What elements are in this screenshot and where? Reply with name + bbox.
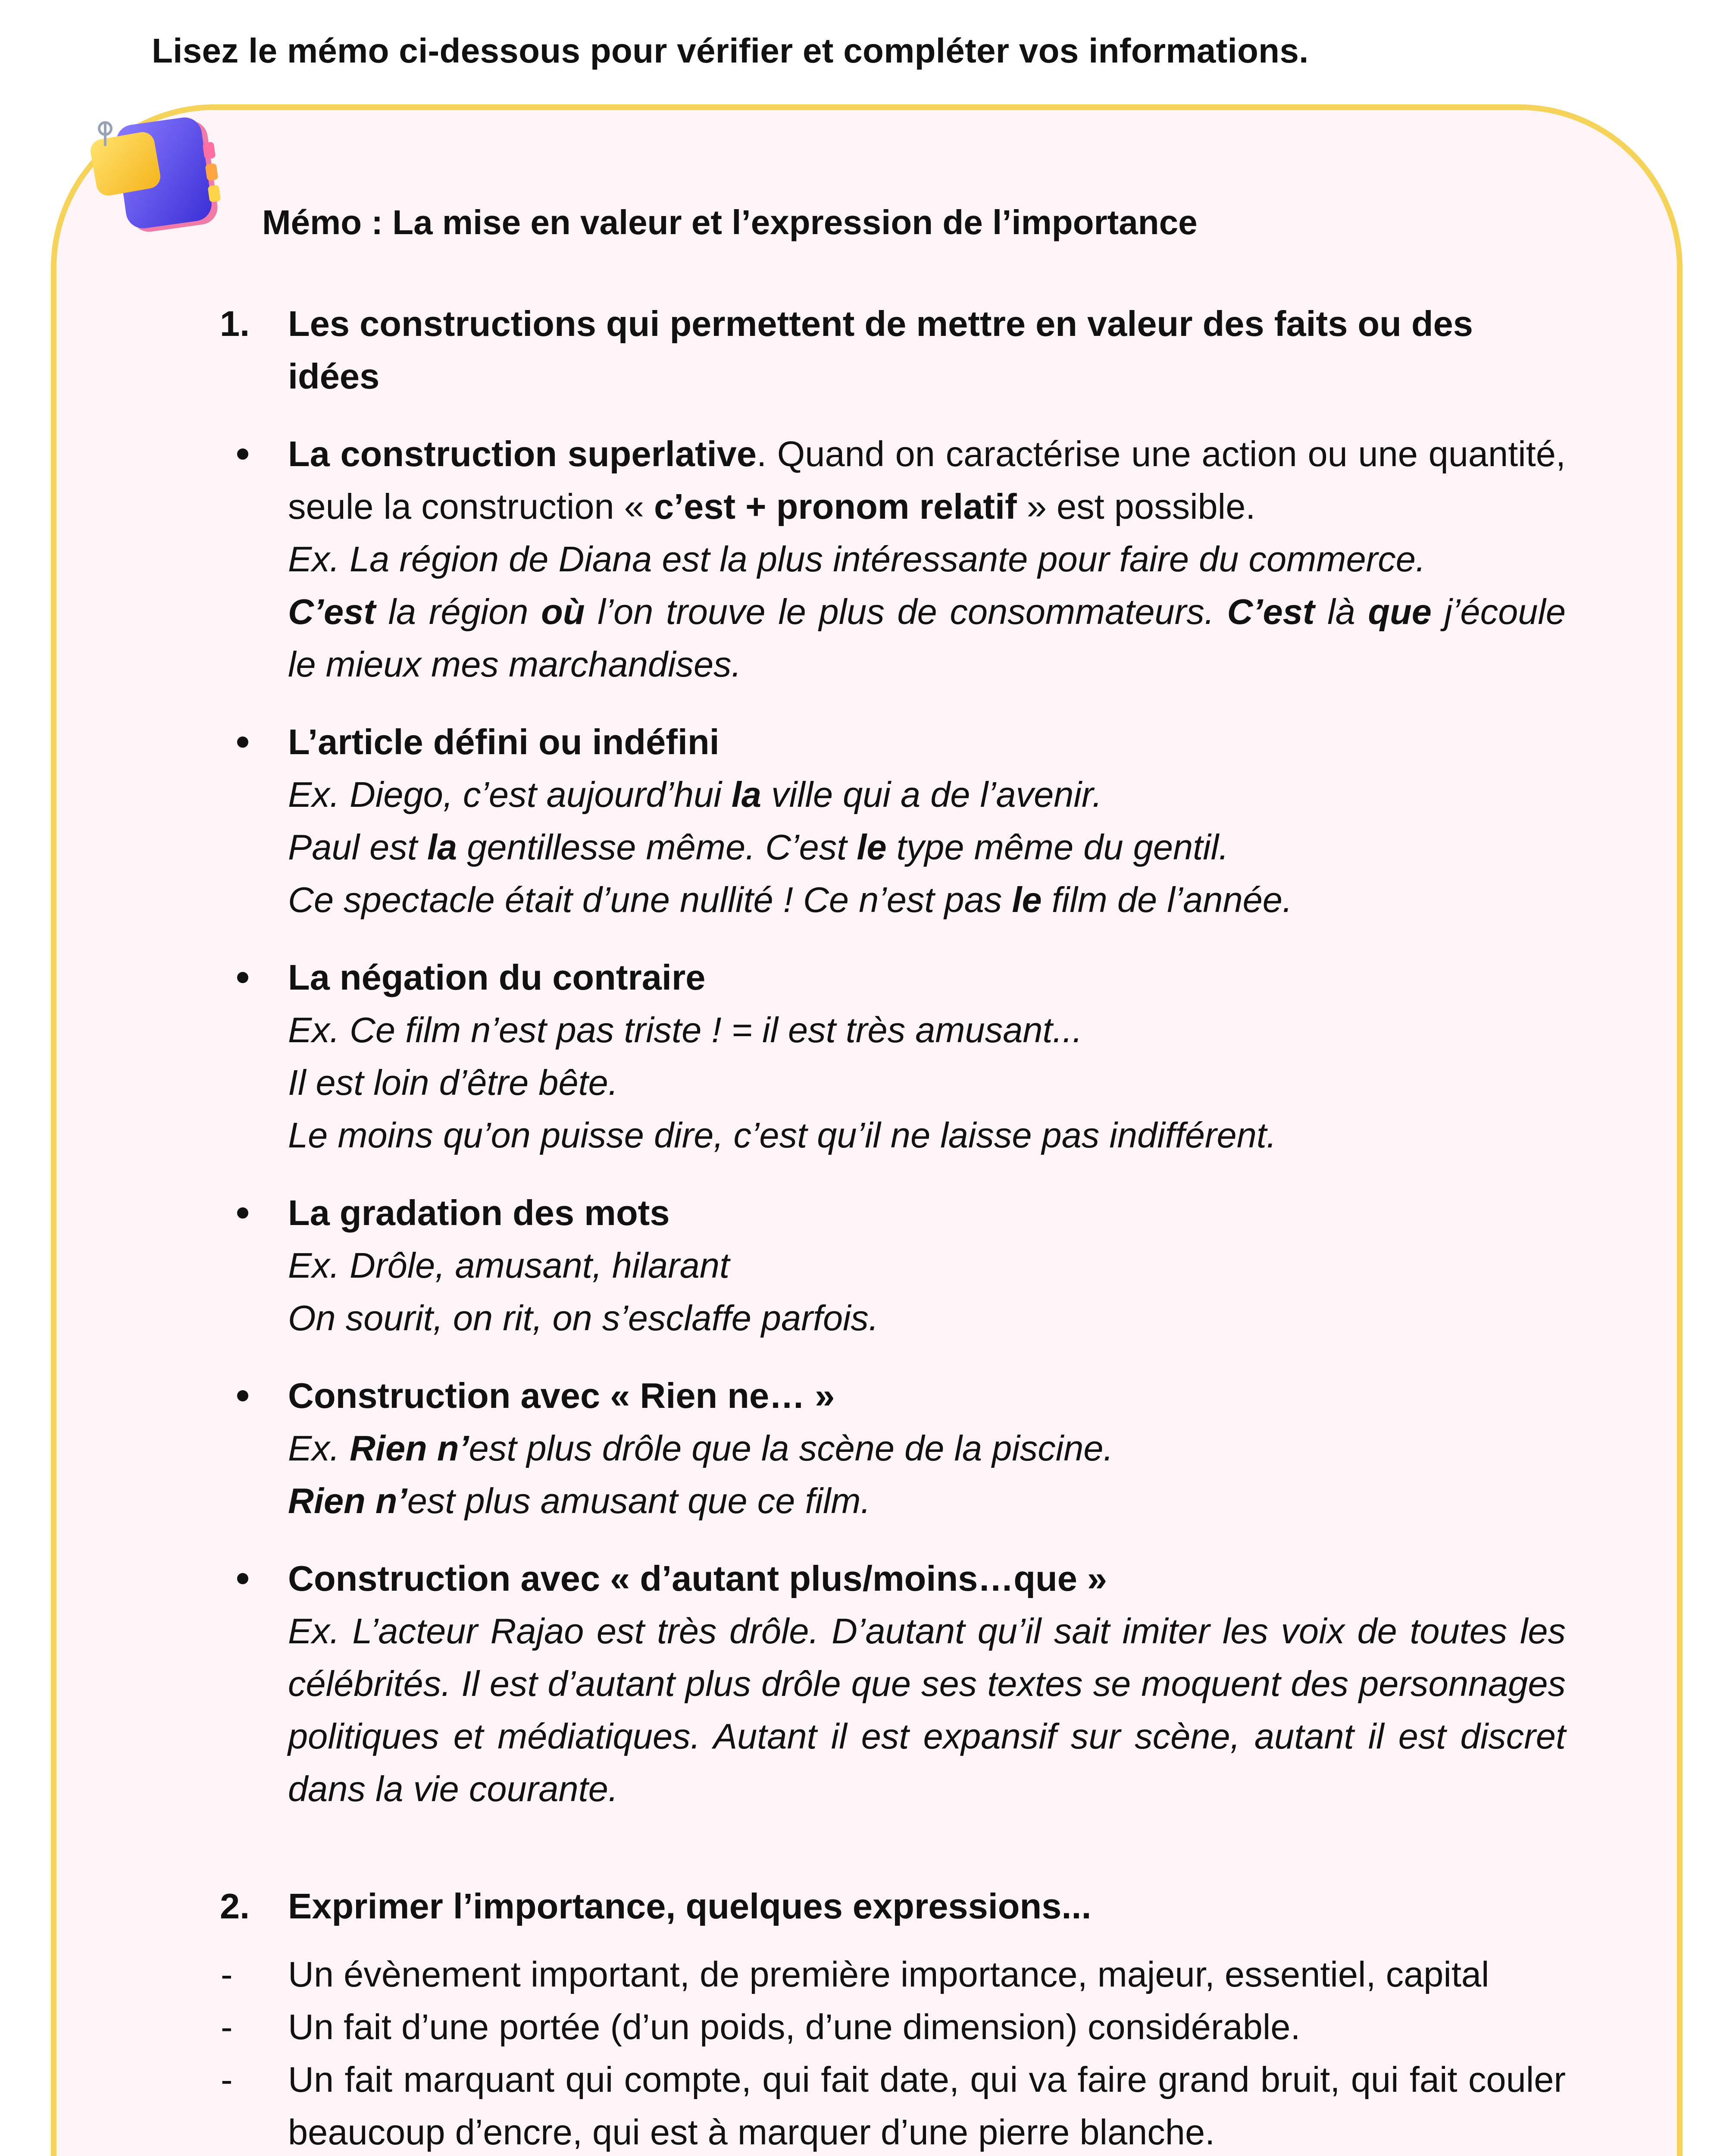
bullet-gradation (216, 1187, 1566, 1344)
gradation-example-1: Ex. Drôle, amusant, hilarant (288, 1245, 730, 1285)
rien-l1-a: Ex. (288, 1428, 350, 1468)
section-1-number: 1. (220, 304, 250, 344)
expression-text: Un fait d’une portée (d’un poids, d’une dimension) considérable. (288, 2007, 1301, 2047)
bullet-article-head: L’article défini ou indéfini (288, 722, 719, 762)
bullet-article (216, 716, 1566, 926)
art-l3-b: le (1012, 880, 1042, 920)
article-example-2 (288, 827, 1229, 867)
bullet-rien-ne (216, 1369, 1566, 1527)
dash-marker: - (221, 2007, 233, 2047)
superlative-text-bold: c’est + pronom relatif (654, 486, 1017, 526)
article-example-3 (288, 880, 1292, 920)
art-l2-d: le (857, 827, 887, 867)
art-l1-b: la (731, 774, 762, 815)
ex2-b1: C’est (288, 592, 375, 632)
bullet-dot-icon (237, 1390, 248, 1401)
art-l2-c: gentillesse même. C’est (457, 827, 857, 867)
ex2-t4: j’écoule le mieux mes marchandises. (288, 592, 1566, 684)
superlative-example-2 (288, 592, 1566, 684)
bullet-superlative-head: La construction superlative (288, 434, 757, 474)
art-l3-a: Ce spectacle était d’une nullité ! Ce n’est pas (288, 880, 1012, 920)
gradation-example-2: On sourit, on rit, on s’esclaffe parfois. (288, 1298, 879, 1338)
negation-example-1: Ex. Ce film n’est pas triste ! = il est très amusant... (288, 1010, 1082, 1050)
rien-l2-b: Rien n’ (288, 1481, 407, 1521)
expression-text: Un fait marquant qui compte, qui fait date, qui va faire grand bruit, qui fait couler beaucoup d’encre, qui est à marquer d’une pierre blanche. (288, 2059, 1566, 2152)
memo-content (216, 298, 1566, 2156)
art-l1-a: Ex. Diego, c’est aujourd’hui (288, 774, 732, 815)
superlative-text-b: » est possible. (1017, 486, 1256, 526)
bullet-dot-icon (237, 736, 248, 748)
art-l2-b: la (427, 827, 457, 867)
bullet-dot-icon (237, 448, 248, 460)
dautant-example: Ex. L’acteur Rajao est très drôle. D’autant qu’il sait imiter les voix de toutes les célébrités. Il est d’autant plus drôle que ses textes se moquent des personnages politiques et médiatiques. Autant il est expansif sur scène, autant il est discret dans la vie courante. (288, 1611, 1566, 1809)
art-l2-a: Paul est (288, 827, 427, 867)
bullet-dot-icon (237, 1573, 248, 1584)
negation-example-3: Le moins qu’on puisse dire, c’est qu’il ne laisse pas indifférent. (288, 1115, 1276, 1155)
instruction-text: Lisez le mémo ci-dessous pour vérifier et compléter vos informations. (152, 31, 1309, 70)
article-example-1 (288, 774, 1102, 815)
ex2-b4: que (1368, 592, 1432, 632)
ex2-b3: C’est (1227, 592, 1315, 632)
bullet-superlative (216, 428, 1566, 691)
ex2-t2: l’on trouve le plus de consommateurs. (585, 592, 1227, 632)
art-l1-c: ville qui a de l’avenir. (761, 774, 1102, 815)
section-2-heading (216, 1880, 1566, 1933)
art-l2-e: type même du gentil. (886, 827, 1229, 867)
rien-l2-c: est plus amusant que ce film. (407, 1481, 871, 1521)
section-1-title: Les constructions qui permettent de mettre en valeur des faits ou des idées (288, 304, 1473, 396)
notebook-icon (84, 103, 231, 250)
memo-title: Mémo : La mise en valeur et l’expression de l’importance (262, 203, 1198, 241)
bullet-dot-icon (237, 972, 248, 983)
expressions-list (216, 1948, 1566, 2156)
superlative-text-a: . Quand on caractérise une action ou une quantité, seule la construction « (288, 434, 1566, 526)
bullet-negation-head: La négation du contraire (288, 957, 706, 997)
expression-item (216, 2001, 1566, 2053)
rien-example-2 (288, 1481, 871, 1521)
bullet-dot-icon (237, 1207, 248, 1219)
ex2-t1: la région (375, 592, 541, 632)
ex2-b2: où (541, 592, 585, 632)
rien-l1-b: Rien n’ (349, 1428, 469, 1468)
expression-item (216, 1948, 1566, 2001)
dash-marker: - (221, 1954, 233, 1994)
ex2-t3: là (1314, 592, 1368, 632)
bullet-gradation-head: La gradation des mots (288, 1193, 670, 1233)
bullet-rien-ne-head: Construction avec « Rien ne… » (288, 1376, 835, 1416)
rien-l1-c: est plus drôle que la scène de la piscine. (469, 1428, 1114, 1468)
bullet-negation (216, 951, 1566, 1162)
expression-text: Un évènement important, de première importance, majeur, essentiel, capital (288, 1954, 1489, 1994)
section-2-title: Exprimer l’importance, quelques expressions... (288, 1886, 1092, 1926)
section-2-number: 2. (220, 1886, 250, 1926)
section-1-heading (216, 298, 1566, 403)
superlative-example-1: Ex. La région de Diana est la plus intéressante pour faire du commerce. (288, 539, 1426, 579)
dash-marker: - (221, 2059, 233, 2100)
negation-example-2: Il est loin d’être bête. (288, 1062, 618, 1103)
rien-example-1 (288, 1428, 1114, 1468)
bullet-dautant (216, 1552, 1566, 1815)
expression-item (216, 2053, 1566, 2156)
bullet-dautant-head: Construction avec « d’autant plus/moins…que » (288, 1558, 1107, 1598)
art-l3-c: film de l’année. (1042, 880, 1292, 920)
